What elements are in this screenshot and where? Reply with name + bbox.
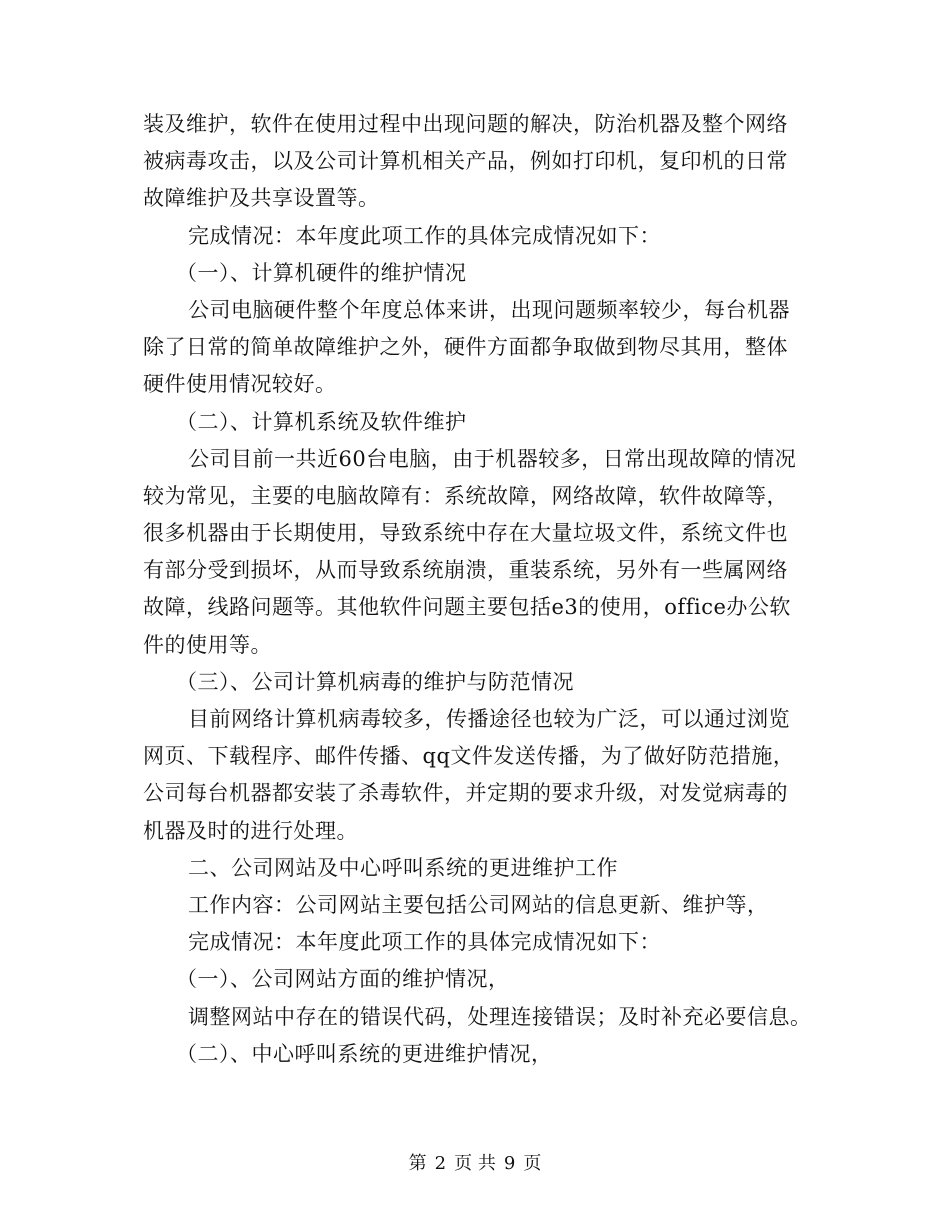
text-line: 调整网站中存在的错误代码，处理连接错误；及时补充必要信息。 bbox=[188, 1004, 812, 1029]
text-line: 故障，线路问题等。其他软件问题主要包括e3的使用，office办公软 bbox=[143, 595, 791, 620]
text-line: 较为常见，主要的电脑故障有：系统故障，网络故障，软件故障等， bbox=[143, 483, 788, 508]
text-line: 完成情况：本年度此项工作的具体完成情况如下： bbox=[188, 930, 661, 955]
text-line: 公司每台机器都安装了杀毒软件，并定期的要求升级，对发觉病毒的 bbox=[143, 781, 788, 806]
footer-suffix: 页 bbox=[523, 1153, 542, 1174]
text-line: （三）、公司计算机病毒的维护与防范情况 bbox=[176, 669, 574, 694]
text-line: （二）、计算机系统及软件维护 bbox=[176, 409, 467, 434]
text-line: 被病毒攻击，以及公司计算机相关产品，例如打印机，复印机的日常 bbox=[143, 149, 788, 174]
text-line: （二）、中心呼叫系统的更进维护情况， bbox=[176, 1041, 553, 1066]
text-line: 公司目前一共近60台电脑，由于机器较多，日常出现故障的情况 bbox=[188, 446, 797, 471]
text-line: 机器及时的进行处理。 bbox=[143, 818, 358, 843]
text-line: （一）、计算机硬件的维护情况 bbox=[176, 260, 467, 285]
text-line: 除了日常的简单故障维护之外，硬件方面都争取做到物尽其用，整体 bbox=[143, 335, 788, 360]
text-line: 故障维护及共享设置等。 bbox=[143, 186, 380, 211]
text-line: 件的使用等。 bbox=[143, 632, 272, 657]
text-line: 公司电脑硬件整个年度总体来讲，出现问题频率较少，每台机器 bbox=[188, 297, 790, 322]
text-line: 工作内容：公司网站主要包括公司网站的信息更新、维护等， bbox=[188, 892, 769, 917]
footer-prefix: 第 bbox=[408, 1153, 427, 1174]
text-line: 装及维护，软件在使用过程中出现问题的解决，防治机器及整个网络 bbox=[143, 112, 788, 136]
page-footer bbox=[0, 1150, 950, 1178]
text-line: （一）、公司网站方面的维护情况， bbox=[176, 967, 510, 992]
text-line: 目前网络计算机病毒较多，传播途径也较为广泛，可以通过浏览 bbox=[188, 707, 790, 731]
text-line: 硬件使用情况较好。 bbox=[143, 372, 337, 397]
text-line: 有部分受到损坏，从而导致系统崩溃，重装系统，另外有一些属网络 bbox=[143, 558, 788, 583]
text-line: 二、公司网站及中心呼叫系统的更进维护工作 bbox=[188, 855, 618, 880]
text-line: 很多机器由于长期使用，导致系统中存在大量垃圾文件，系统文件也 bbox=[143, 521, 788, 546]
text-line: 网页、下载程序、邮件传播、qq文件发送传播，为了做好防范措施， bbox=[143, 744, 795, 769]
footer-total-pages: 9 bbox=[503, 1153, 516, 1174]
text-line: 完成情况：本年度此项工作的具体完成情况如下： bbox=[188, 223, 661, 248]
footer-page-number: 2 bbox=[434, 1153, 447, 1174]
document-body bbox=[143, 106, 823, 1073]
footer-middle: 页 共 bbox=[454, 1153, 496, 1174]
